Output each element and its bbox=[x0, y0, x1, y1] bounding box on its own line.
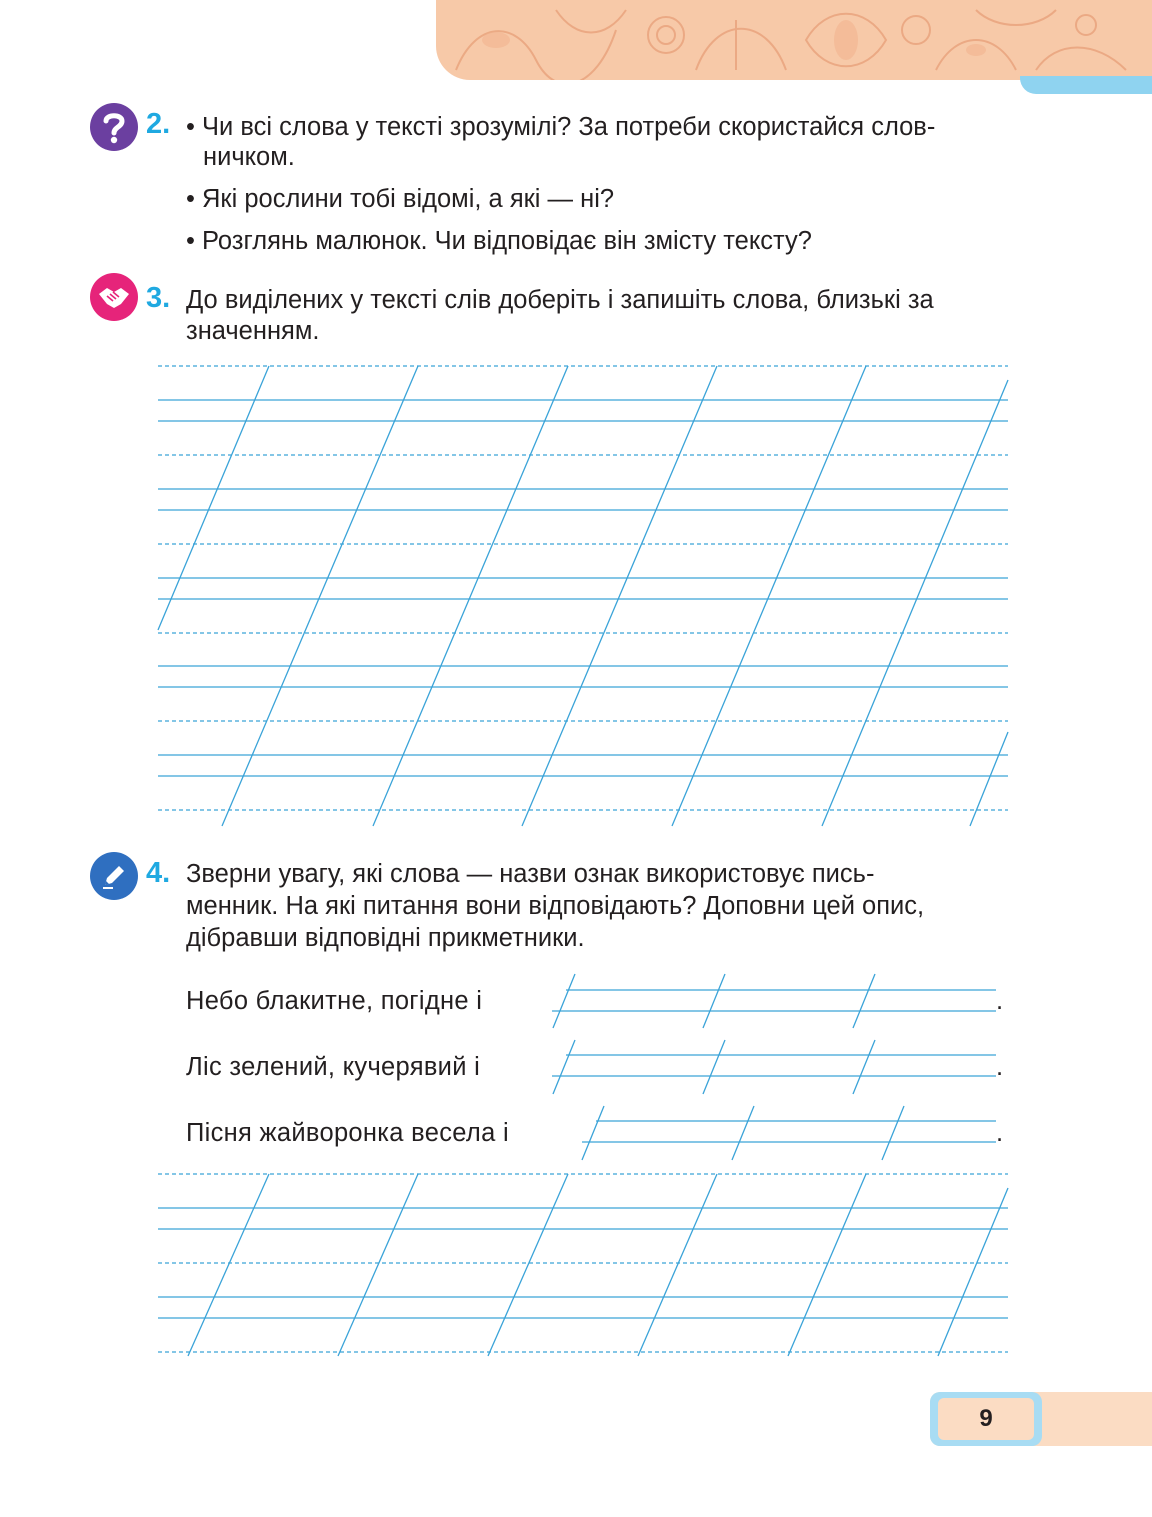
task-4-number: 4. bbox=[146, 857, 171, 889]
task-3-text-line-1: До виділених у тексті слів доберіть і запишіть слова, близькі за bbox=[186, 286, 934, 314]
handshake-icon bbox=[90, 273, 138, 321]
fill-sentence-2-period: . bbox=[996, 1053, 1004, 1081]
decorative-ornament-banner bbox=[436, 0, 1152, 80]
fill-sentence-3: Пісня жайворонка весела і bbox=[186, 1119, 509, 1147]
banner-accent-strip bbox=[1020, 76, 1152, 94]
fill-sentence-1: Небо блакитне, погідне і bbox=[186, 987, 483, 1015]
fill-sentence-3-period: . bbox=[996, 1119, 1004, 1147]
task-4-text-line-3: дібравши відповідні прикметники. bbox=[186, 924, 585, 952]
task-3-text-line-2: значенням. bbox=[186, 317, 320, 345]
page-number: 9 bbox=[938, 1398, 1034, 1440]
pencil-icon bbox=[90, 852, 138, 900]
question-icon bbox=[90, 103, 138, 151]
task-2-bullet-2: • Які рослини тобі відомі, а які — ні? bbox=[186, 185, 615, 213]
task-2-bullet-1: • Чи всі слова у тексті зрозумілі? За потреби скористайся слов- bbox=[186, 113, 936, 141]
task-4-text-line-2: менник. На які питання вони відповідають? Доповни цей опис, bbox=[186, 892, 925, 920]
task-3-number: 3. bbox=[146, 282, 171, 314]
fill-sentence-2: Ліс зелений, кучерявий і bbox=[186, 1053, 481, 1081]
task-2-number: 2. bbox=[146, 108, 171, 140]
task-2-bullet-1-continuation: ничком. bbox=[203, 143, 295, 171]
fill-sentence-1-period: . bbox=[996, 987, 1004, 1015]
task-4-text-line-1: Зверни увагу, які слова — назви ознак використовує пись- bbox=[186, 860, 875, 888]
task-2-bullet-3: • Розглянь малюнок. Чи відповідає він змісту тексту? bbox=[186, 227, 812, 255]
